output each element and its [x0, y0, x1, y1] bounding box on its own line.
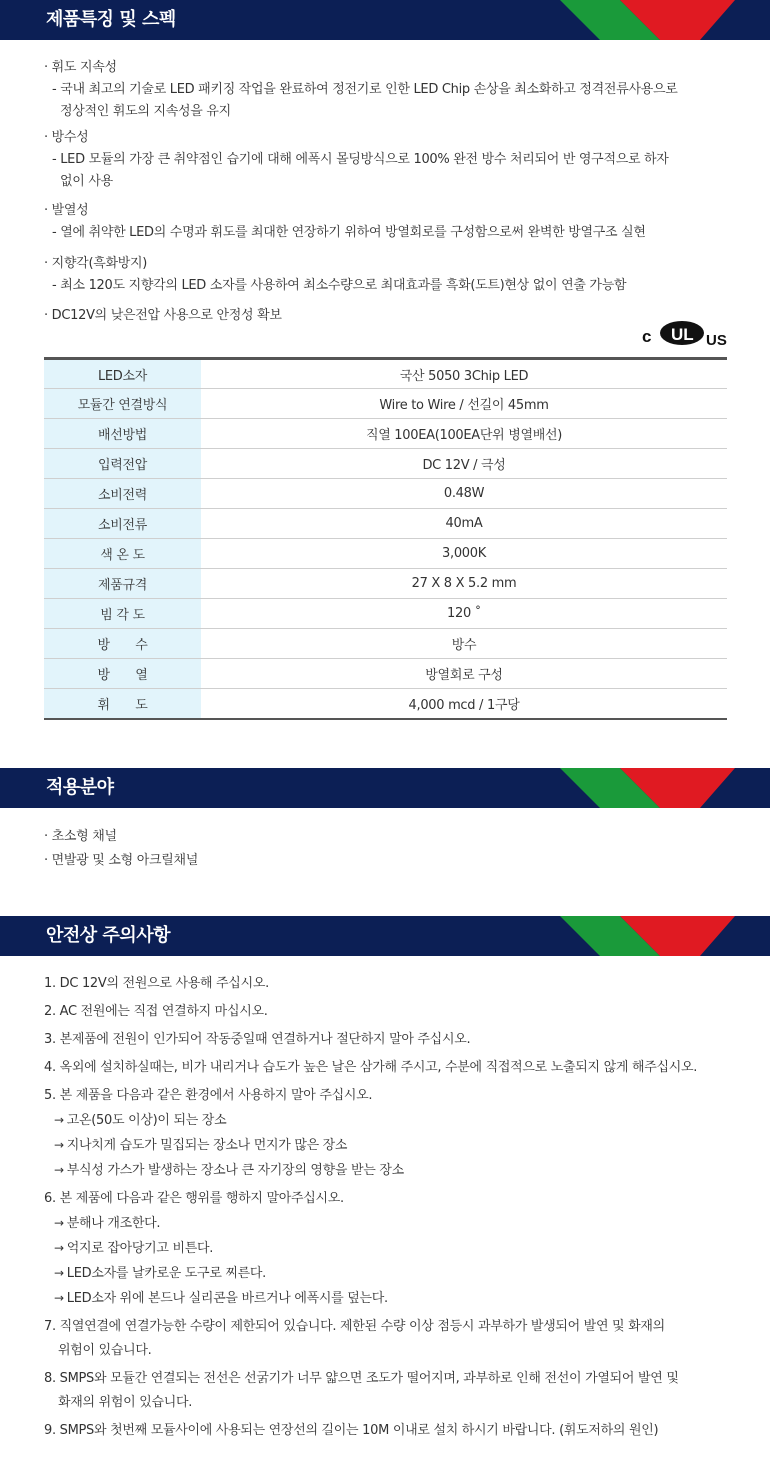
spec-value: 직열 100EA(100EA단위 병열배선): [201, 419, 727, 449]
list-item: [44, 972, 724, 1000]
list-item: · 면발광 및 소형 아크릴채널: [44, 853, 198, 868]
feature-head: · 방수성: [44, 130, 89, 145]
safety-subitem-text: LED소자를 날카로운 도구로 찌른다.: [66, 1266, 267, 1281]
feature-item: [44, 57, 694, 123]
table-row: [44, 599, 727, 629]
table-row: [44, 689, 727, 719]
table-row: [44, 389, 727, 419]
svg-text:c: c: [642, 327, 652, 346]
svg-text:UL: UL: [671, 325, 694, 344]
spec-key: 제품규격: [44, 569, 201, 599]
table-row: [44, 419, 727, 449]
table-row: [44, 569, 727, 599]
cul-us-logo: [642, 320, 728, 346]
feature-desc: - 최소 120도 지향각의 LED 소자를 사용하여 최소수량으로 최대효과를 흑화(도트)현상 없이 연출 가능함: [52, 278, 627, 293]
spec-key: 모듈간 연결방식: [44, 389, 201, 419]
features-banner: [0, 0, 770, 40]
safety-text: 8. SMPS와 모듈간 연결되는 전선은 선굵기가 너무 얇으면 조도가 떨어지며, 과부하로 인해 전선이 가열되어 발연 및: [44, 1371, 679, 1386]
feature-desc: - LED 모듈의 가장 큰 취약점인 습기에 대해 에폭시 몰딩방식으로 100% 완전 방수 처리되어 반 영구적으로 하자 없이 사용: [52, 152, 669, 189]
feature-head: · 휘도 지속성: [44, 60, 117, 75]
arrow-icon: →: [54, 1163, 64, 1177]
spec-value: DC 12V / 극성: [201, 449, 727, 479]
safety-title: 안전상 주의사항: [46, 925, 170, 946]
spec-value: 120 ˚: [201, 599, 727, 629]
feature-head: · DC12V의 낮은전압 사용으로 안정성 확보: [44, 308, 282, 323]
safety-text: 화재의 위험이 있습니다.: [58, 1395, 193, 1410]
spec-value: 3,000K: [201, 539, 727, 569]
list-item: [44, 1028, 724, 1056]
features-title: 제품특징 및 스펙: [46, 9, 176, 30]
safety-text: 4. 옥외에 설치하실때는, 비가 내리거나 습도가 높은 날은 삼가해 주시고, 수분에 직접적으로 노출되지 않게 해주십시오.: [44, 1060, 698, 1075]
arrow-icon: →: [54, 1113, 64, 1127]
safety-list: [44, 972, 724, 1447]
arrow-icon: →: [54, 1216, 64, 1230]
spec-key: LED소자: [44, 359, 201, 389]
feature-desc: - 국내 최고의 기술로 LED 패키징 작업을 완료하여 정전기로 인한 LED Chip 손상을 최소화하고 정격전류사용으로 정상적인 휘도의 지속성을 유지: [52, 82, 678, 119]
list-item: [44, 1315, 724, 1367]
table-row: [44, 479, 727, 509]
feature-item: [44, 305, 282, 327]
feature-item: [44, 253, 694, 297]
spec-value: 4,000 mcd / 1구당: [201, 689, 727, 719]
safety-subitem: [44, 1286, 724, 1311]
spec-key: 색 온 도: [44, 539, 201, 569]
list-item: [44, 1084, 724, 1187]
spec-key: 빔 각 도: [44, 599, 201, 629]
spec-value: 27 X 8 X 5.2 mm: [201, 569, 727, 599]
safety-text: 2. AC 전원에는 직접 연결하지 마십시오.: [44, 1004, 268, 1019]
apps-banner: [0, 768, 770, 808]
stripe-decoration: [0, 768, 770, 808]
list-item: [44, 1056, 724, 1084]
safety-subitem-text: 부식성 가스가 발생하는 장소나 큰 자기장의 영향을 받는 장소: [66, 1163, 404, 1178]
spec-value: 방수: [201, 629, 727, 659]
safety-text: 5. 본 제품을 다음과 같은 환경에서 사용하지 말아 주십시오.: [44, 1088, 373, 1103]
feature-item: [44, 127, 694, 193]
list-item: · 초소형 채널: [44, 829, 117, 844]
spec-value: 0.48W: [201, 479, 727, 509]
safety-text: 1. DC 12V의 전원으로 사용해 주십시오.: [44, 976, 269, 991]
feature-head: · 발열성: [44, 203, 89, 218]
table-row: [44, 539, 727, 569]
safety-subitem: [44, 1261, 724, 1286]
safety-subitem: [44, 1158, 724, 1183]
feature-head: · 지향각(흑화방지): [44, 256, 148, 271]
safety-subitem-text: LED소자 위에 본드나 실리콘을 바르거나 에폭시를 덮는다.: [66, 1291, 388, 1306]
safety-subitem: [44, 1108, 724, 1133]
table-row: [44, 629, 727, 659]
safety-subitem: [44, 1236, 724, 1261]
safety-text: 3. 본제품에 전원이 인가되어 작동중일때 연결하거나 절단하지 말아 주십시오.: [44, 1032, 471, 1047]
spec-key: 입력전압: [44, 449, 201, 479]
safety-banner: [0, 916, 770, 956]
spec-value: 40mA: [201, 509, 727, 539]
arrow-icon: →: [54, 1241, 64, 1255]
spec-value: 방열회로 구성: [201, 659, 727, 689]
feature-item: [44, 200, 694, 244]
table-row: [44, 449, 727, 479]
safety-subitem-text: 분해나 개조한다.: [66, 1216, 161, 1231]
arrow-icon: →: [54, 1138, 64, 1152]
safety-text: 7. 직열연결에 연결가능한 수량이 제한되어 있습니다. 제한된 수량 이상 점등시 과부하가 발생되어 발연 및 화재의: [44, 1319, 665, 1334]
applications-list: [44, 825, 198, 873]
spec-table: [44, 357, 727, 720]
svg-text:US: US: [706, 332, 727, 346]
list-item: [44, 1367, 724, 1419]
safety-subitem-text: 고온(50도 이상)이 되는 장소: [66, 1113, 227, 1128]
spec-key: 소비전류: [44, 509, 201, 539]
arrow-icon: →: [54, 1291, 64, 1305]
safety-subitem-text: 지나치게 습도가 밀집되는 장소나 먼지가 많은 장소: [66, 1138, 348, 1153]
arrow-icon: →: [54, 1266, 64, 1280]
table-row: [44, 359, 727, 389]
safety-text: 위험이 있습니다.: [58, 1343, 152, 1358]
table-row: [44, 659, 727, 689]
spec-key: 휘 도: [44, 689, 201, 719]
spec-key: 소비전력: [44, 479, 201, 509]
table-row: [44, 509, 727, 539]
safety-text: 6. 본 제품에 다음과 같은 행위를 행하지 말아주십시오.: [44, 1191, 344, 1206]
safety-subitem: [44, 1211, 724, 1236]
list-item: [44, 1000, 724, 1028]
spec-value: 국산 5050 3Chip LED: [201, 359, 727, 389]
apps-title: 적용분야: [46, 777, 114, 798]
spec-key: 방 수: [44, 629, 201, 659]
safety-subitem-text: 억지로 잡아당기고 비튼다.: [66, 1241, 214, 1256]
spec-key: 배선방법: [44, 419, 201, 449]
feature-desc: - 열에 취약한 LED의 수명과 휘도를 최대한 연장하기 위하여 방열회로를 구성함으로써 완벽한 방열구조 실현: [52, 225, 646, 240]
spec-key: 방 열: [44, 659, 201, 689]
safety-text: 9. SMPS와 첫번째 모듈사이에 사용되는 연장선의 길이는 10M 이내로 설치 하시기 바랍니다. (휘도저하의 원인): [44, 1423, 659, 1438]
list-item: [44, 1419, 724, 1447]
list-item: [44, 1187, 724, 1315]
spec-value: Wire to Wire / 선길이 45mm: [201, 389, 727, 419]
safety-subitem: [44, 1133, 724, 1158]
